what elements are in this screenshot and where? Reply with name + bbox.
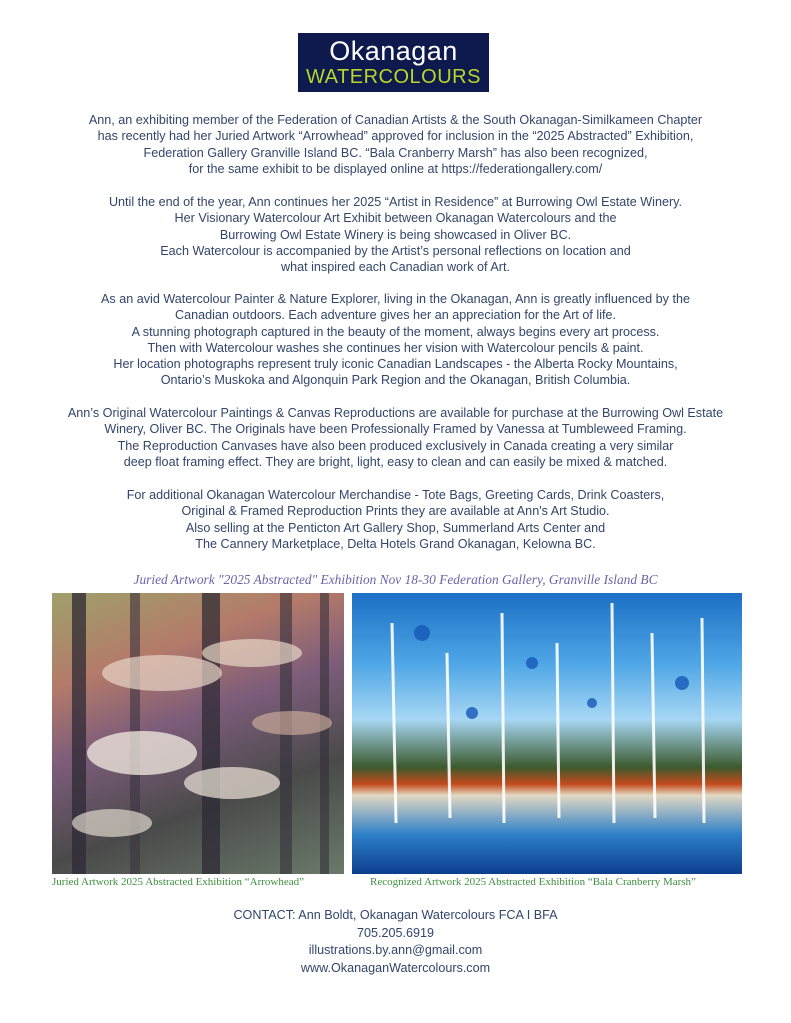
text-line: The Cannery Marketplace, Delta Hotels Grand Okanagan, Kelowna BC. xyxy=(195,536,596,551)
paragraph-exhibition-news xyxy=(40,112,751,177)
artwork-caption-arrowhead: Juried Artwork 2025 Abstracted Exhibition “Arrowhead” xyxy=(52,876,305,888)
text-line: deep float framing effect. They are bright, light, easy to clean and can easily be mixed & matched. xyxy=(123,454,668,469)
artwork-bala-cranberry-marsh-painting xyxy=(352,593,742,874)
paragraph-merchandise xyxy=(40,487,751,552)
paragraph-artist-bio xyxy=(40,291,751,389)
text-line: Canadian outdoors. Each adventure gives her an appreciation for the Art of life. xyxy=(174,308,617,323)
logo-wordmark-top: Okanagan xyxy=(329,36,458,66)
exhibition-caption: Juried Artwork "2025 Abstracted" Exhibition Nov 18-30 Federation Gallery, Granville Island BC xyxy=(133,572,658,587)
text-line: Ann, an exhibiting member of the Federation of Canadian Artists & the South Okanagan-Similkameen Chapter xyxy=(88,113,703,127)
artwork-arrowhead-image xyxy=(52,593,344,874)
text-line: Burrowing Owl Estate Winery is being showcased in Oliver BC. xyxy=(219,227,572,242)
contact-name: CONTACT: Ann Boldt, Okanagan Watercolours FCA I BFA xyxy=(233,908,558,922)
text-line: what inspired each Canadian work of Art. xyxy=(281,260,510,275)
text-line: Each Watercolour is accompanied by the Artist’s personal reflections on location and xyxy=(160,243,631,258)
text-line: Federation Gallery Granville Island BC. “Bala Cranberry Marsh” has also been recognized, xyxy=(143,145,648,160)
text-line: Until the end of the year, Ann continues her 2025 “Artist in Residence” at Burrowing Owl Estate Winery. xyxy=(108,195,683,209)
text-line: Her Visionary Watercolour Art Exhibit between Okanagan Watercolours and the xyxy=(174,211,617,226)
text-line: Ontario’s Muskoka and Algonquin Park Region and the Okanagan, British Columbia. xyxy=(160,373,631,388)
brand-logo xyxy=(298,33,489,92)
logo-wordmark-bottom: WATERCOLOURS xyxy=(306,66,481,88)
contact-email[interactable]: illustrations.by.ann@gmail.com xyxy=(308,943,483,957)
text-line: Ann’s Original Watercolour Paintings & Canvas Reproductions are available for purchase at the Burrowing Owl Estate xyxy=(67,406,724,420)
text-line: for the same exhibit to be displayed online at https://federationgallery.com/ xyxy=(188,161,603,176)
text-line: Original & Framed Reproduction Prints they are available at Ann's Art Studio. xyxy=(181,504,610,519)
text-line: As an avid Watercolour Painter & Nature Explorer, living in the Okanagan, Ann is greatly influenced by the xyxy=(101,292,690,306)
artwork-bala-cranberry-marsh-image xyxy=(352,593,742,874)
text-line: Then with Watercolour washes she continues her vision with Watercolour pencils & paint. xyxy=(147,340,644,355)
paragraph-purchase-info xyxy=(40,405,751,470)
contact-block xyxy=(40,907,751,977)
artwork-arrowhead-painting xyxy=(52,593,344,874)
contact-website[interactable]: www.OkanaganWatercolours.com xyxy=(300,960,491,975)
contact-phone[interactable]: 705.205.6919 xyxy=(356,925,435,940)
text-line: The Reproduction Canvases have also been produced exclusively in Canada creating a very similar xyxy=(117,438,674,453)
text-line: A stunning photograph captured in the beauty of the moment, always begins every art process. xyxy=(131,324,660,339)
text-line: Also selling at the Penticton Art Gallery Shop, Summerland Arts Center and xyxy=(185,520,606,535)
paragraph-artist-residence xyxy=(40,194,751,275)
text-line: For additional Okanagan Watercolour Merchandise - Tote Bags, Greeting Cards, Drink Coasters, xyxy=(126,488,665,502)
artwork-caption-bala-cranberry-marsh: Recognized Artwork 2025 Abstracted Exhibition “Bala Cranberry Marsh” xyxy=(370,876,696,888)
text-line: Winery, Oliver BC. The Originals have been Professionally Framed by Vanessa at Tumbleweed Framing. xyxy=(104,422,687,437)
text-line: has recently had her Juried Artwork “Arrowhead” approved for inclusion in the “2025 Abstracted” Exhibition, xyxy=(97,129,694,144)
text-line: Her location photographs represent truly iconic Canadian Landscapes - the Alberta Rocky Mountains, xyxy=(113,357,678,372)
